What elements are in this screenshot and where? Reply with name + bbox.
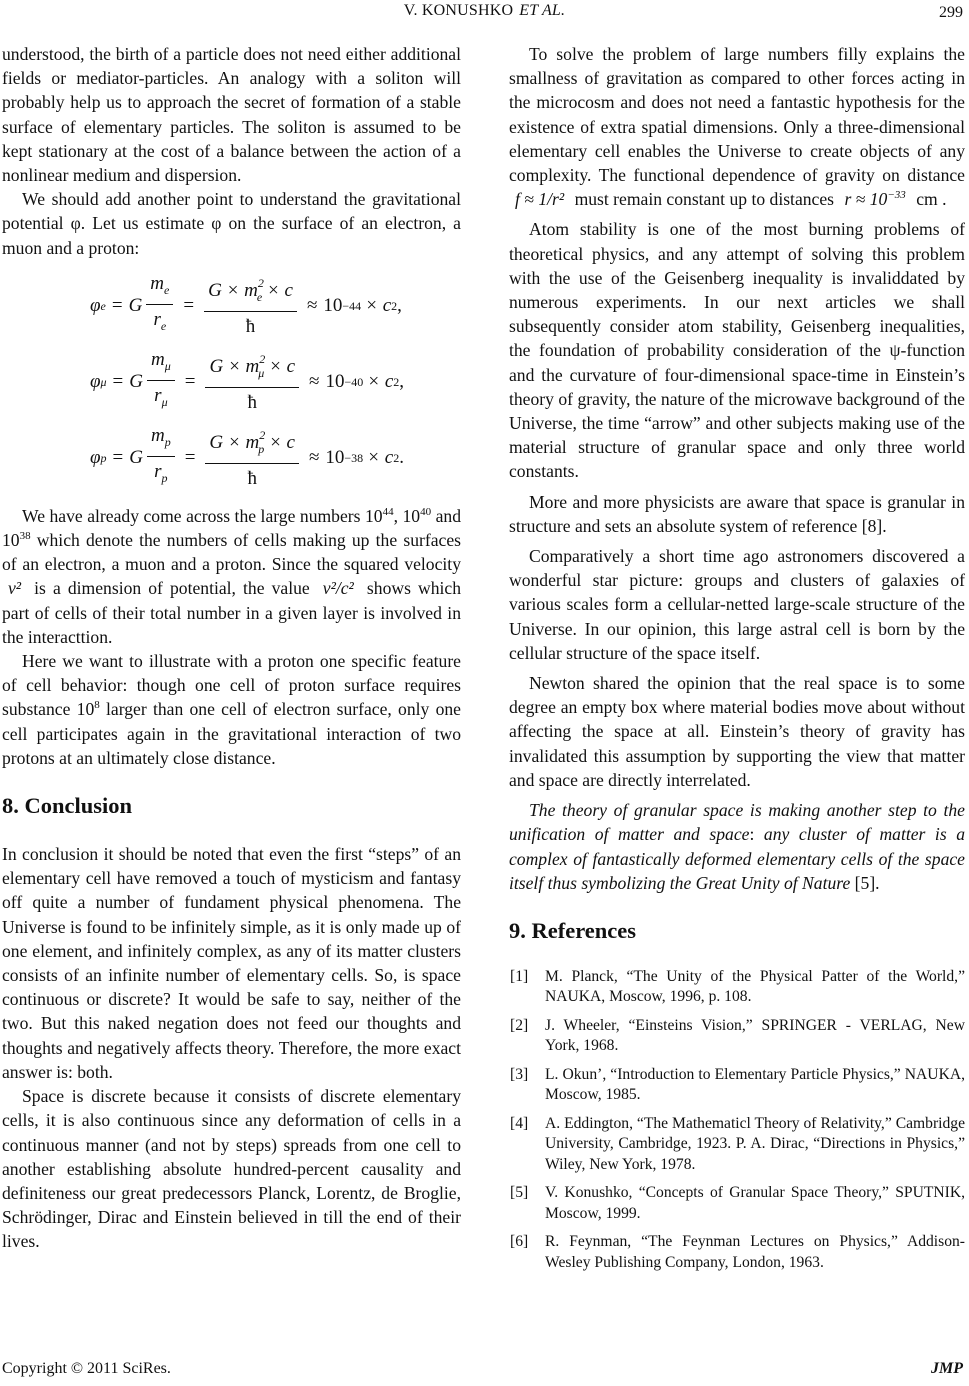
radius-symbol: r bbox=[153, 309, 161, 331]
numerator bbox=[205, 423, 299, 464]
equals-sign: = bbox=[184, 446, 196, 468]
reference-text: J. Wheeler, “Einsteins Vision,” SPRINGER - VERLAG, New York, 1968. bbox=[545, 1016, 965, 1055]
reference-number: [2] bbox=[510, 1016, 529, 1034]
reference-number: [1] bbox=[510, 967, 529, 985]
hbar-symbol: ħ bbox=[245, 316, 256, 338]
paragraph-large-numbers bbox=[2, 504, 461, 649]
phi-symbol: φ bbox=[90, 446, 101, 468]
text-run: , 10 bbox=[393, 505, 421, 526]
numerator bbox=[146, 272, 173, 305]
text-run: Here we want to illustrate with a proton one specific feature of cell behavior: though one cell of proton surface requires substance 10 bbox=[2, 651, 461, 720]
superscript: 44 bbox=[382, 505, 394, 518]
reference-item bbox=[509, 1183, 965, 1224]
text-run: shows which part of cells of their total number in a given layer is involved in the interacttion. bbox=[2, 578, 461, 647]
inline-formula: v²/c² bbox=[322, 578, 354, 599]
power-exponent: −40 bbox=[344, 374, 364, 389]
numerator-text: G × m bbox=[209, 356, 260, 378]
superscript: 38 bbox=[19, 530, 31, 543]
superscript: 40 bbox=[420, 505, 432, 518]
reference-text: L. Okun’, “Introduction to Elementary Particle Physics,” NAUKA, Moscow, 1985. bbox=[545, 1065, 965, 1104]
gravitational-constant: G bbox=[129, 370, 143, 392]
right-column bbox=[509, 40, 965, 1281]
subscript: p bbox=[161, 471, 168, 486]
running-header-authors bbox=[0, 2, 969, 20]
punctuation: , bbox=[399, 370, 405, 392]
text-run: To solve the problem of large numbers filly explains the smallness of gravitation as compared to other forces acting in the microcosm and does not need a fantastic hypothesis for the existence of extra spatial dimensions. Only a three-dimensional elementary cell enables the Universe to create objects of any complexity. The functional dependence of gravity on distance bbox=[509, 44, 965, 186]
paragraph: Comparatively a short time ago astronomers discovered a wonderful star picture: groups and clusters of galaxies of various scales form a cellular-netted large-scale structure of the Universe. In our opinion, this large astral cell is born by the cellular structure of the space itself. bbox=[509, 546, 965, 663]
approx-sign: ≈ bbox=[308, 446, 320, 468]
hbar-symbol: ħ bbox=[247, 392, 258, 414]
superscript: −33 bbox=[887, 189, 906, 202]
equals-sign: = bbox=[112, 446, 124, 468]
subscript: p bbox=[258, 442, 265, 457]
punctuation: . bbox=[399, 446, 404, 468]
subscript: p bbox=[164, 435, 171, 450]
copyright-notice: Copyright © 2011 SciRes. bbox=[2, 1360, 171, 1377]
subscript: μ bbox=[164, 359, 171, 374]
text-run: and 10 bbox=[2, 505, 461, 551]
c-term: × c bbox=[367, 370, 394, 392]
page-number: 299 bbox=[939, 4, 963, 21]
paragraph-italic-conclusion bbox=[509, 798, 965, 895]
numerator bbox=[147, 348, 175, 381]
numerator-text: G × m bbox=[208, 280, 258, 302]
reference-text: V. Konushko, “Concepts of Granular Space Theory,” SPUTNIK, Moscow, 1999. bbox=[545, 1184, 965, 1222]
running-header bbox=[0, 2, 969, 24]
c-exponent: 2 bbox=[393, 450, 400, 465]
mass-symbol: m bbox=[151, 349, 165, 371]
reference-number: [4] bbox=[510, 1114, 529, 1132]
subscript: p bbox=[100, 450, 107, 465]
text-run: larger than one cell of electron surface, only one cell participates again in the gravitational interaction of two protons at an ultimately close distance. bbox=[2, 699, 461, 768]
c-term: × c bbox=[365, 294, 392, 316]
citation-link: [5]. bbox=[850, 872, 880, 893]
text-run: : bbox=[749, 824, 764, 845]
radius-symbol: r bbox=[154, 461, 162, 483]
equation-proton bbox=[90, 422, 404, 494]
power-base: 10 bbox=[325, 446, 345, 468]
approx-sign: ≈ bbox=[309, 370, 320, 392]
gravitational-constant: G bbox=[129, 446, 143, 468]
equals-sign: = bbox=[111, 294, 123, 316]
paragraph-proton-feature bbox=[2, 649, 461, 770]
equation-block bbox=[2, 270, 461, 498]
fraction bbox=[205, 423, 299, 492]
paragraph: Atom stability is one of the most burning problems of theoretical physics, and any attempt of solving this problem with the use of the Geisenberg inequality is invaliddated by numerous experiments. In our next articles we shall subsequently consider atom stability, Geisenberg inequalities, the foundation of probability consideration of the ψ-function and the curvature of four-dimensional space-time in Einstein’s theory of gravity, the nature of the microwave background of the Universe, the time “arrow” and other subjects making use of the material structure of granular space and only three world constants. bbox=[509, 219, 965, 482]
punctuation: , bbox=[397, 294, 402, 316]
reference-text: R. Feynman, “The Feynman Lectures on Physics,” Addison-Wesley Publishing Company, London, 1963. bbox=[545, 1233, 965, 1271]
denominator bbox=[153, 305, 166, 339]
subscript: e bbox=[160, 319, 167, 334]
numerator bbox=[147, 424, 175, 457]
reference-number: [3] bbox=[510, 1065, 529, 1083]
subscript: μ bbox=[100, 374, 107, 389]
fraction bbox=[147, 348, 175, 415]
subscript: μ bbox=[161, 395, 168, 410]
equation-electron bbox=[90, 270, 402, 342]
numerator bbox=[204, 271, 297, 312]
reference-item bbox=[509, 1232, 965, 1273]
inline-formula bbox=[838, 189, 911, 209]
denominator bbox=[154, 381, 167, 415]
inline-formula: v² bbox=[8, 578, 22, 599]
exponent: 2 bbox=[259, 428, 266, 443]
text-run: cm . bbox=[916, 189, 947, 210]
subscript: e bbox=[256, 290, 263, 305]
subscript: e bbox=[164, 283, 170, 298]
power-exponent: −44 bbox=[342, 298, 362, 313]
subscript: μ bbox=[258, 366, 265, 381]
paragraph: In conclusion it should be noted that even the first “steps” of an elementary cell have removed a touch of mysticism and fantasy off quite a number of fundament physical phenomena. The Universe is found to be infinitely simple, as it is only made up of one element, and infinitely complex, as any of its matter clusters consists of an infinite number of elementary cells. So, is space continuous or discrete? It would be safe to say, neither of the two. But this naked negation does not feed our thoughts and thoughts and negatively affects theory. Therefore, the more exact answer is: both. bbox=[2, 844, 461, 1082]
section-heading-references: 9. References bbox=[509, 917, 637, 943]
reference-item bbox=[509, 1065, 965, 1106]
paragraph-large-numbers-solution bbox=[509, 42, 965, 211]
fraction bbox=[205, 347, 299, 416]
c-exponent: 2 bbox=[391, 298, 398, 313]
exponent: 2 bbox=[259, 352, 266, 367]
power-exponent: −38 bbox=[344, 450, 364, 465]
c-exponent: 2 bbox=[393, 374, 400, 389]
et-al-text: ET AL. bbox=[519, 2, 566, 19]
approx-sign: ≈ bbox=[306, 294, 318, 316]
fraction bbox=[146, 272, 173, 339]
text-run: which denote the numbers of cells making up the surfaces of an electron, a muon and a proton. Since the squared velocity bbox=[2, 530, 461, 575]
superscript: 8 bbox=[94, 699, 100, 712]
phi-symbol: φ bbox=[90, 294, 101, 316]
paragraph: We should add another point to understand the gravitational potential φ. Let us estimate φ on the surface of an electron, a muon and a proton: bbox=[2, 189, 461, 258]
numerator bbox=[205, 347, 299, 388]
authors-text: V. KONUSHKO bbox=[403, 2, 514, 19]
equals-sign: = bbox=[112, 370, 124, 392]
phi-symbol: φ bbox=[90, 370, 101, 392]
inline-formula: f ≈ 1/r² bbox=[515, 189, 565, 210]
gravitational-constant: G bbox=[128, 294, 143, 316]
section-heading-conclusion: 8. Conclusion bbox=[2, 793, 133, 819]
text-run: is a dimension of potential, the value bbox=[34, 578, 310, 599]
equation-muon bbox=[90, 346, 404, 418]
speed-of-light: × c bbox=[268, 432, 295, 454]
exponent: 2 bbox=[257, 276, 264, 291]
numerator-text: G × m bbox=[209, 432, 260, 454]
paragraph: understood, the birth of a particle does not need either additional fields or mediator-particles. An analogy with a soliton will probably help us to approach the secret of formation of a stable surface of elementary particles. The soliton is assumed to be kept stationary at the cost of a balance between the action of a nonlinear medium and dispersion. bbox=[2, 44, 461, 186]
paragraph: Space is discrete because it consists of discrete elementary cells, it is also continuous since any deformation of cells in a continuous manner (and not by steps) spreads from one cell to another establishing absolute hundred-percent causality and definiteness our great predecessors Planck, Lorentz, de Broglie, Schrödinger, Dirac and Einstein believed in till the end of their lives. bbox=[2, 1086, 461, 1252]
italic-run: any cluster of matter is a complex of fantastically deformed elementary cells of the space itself thus symbolizing the Great Unity of Nature bbox=[509, 824, 966, 893]
reference-list bbox=[509, 967, 965, 1274]
equals-sign: = bbox=[184, 370, 196, 392]
paragraph: Newton shared the opinion that the real space is to some degree an empty box where material bodies move about without affecting the space at all. Einstein’s theory of gravity has invalidated this assumption by supporting the view that matter and space are directly interrelated. bbox=[509, 673, 965, 790]
power-base: 10 bbox=[325, 370, 345, 392]
reference-number: [6] bbox=[510, 1233, 529, 1251]
reference-text: A. Eddington, “The Mathematicl Theory of Relativity,” Cambridge University, Cambridge, 1923. P. A. Dirac, “Directions in Physics,” Wiley, New York, 1978. bbox=[545, 1114, 965, 1173]
power-base: 10 bbox=[323, 294, 343, 316]
speed-of-light: × c bbox=[266, 280, 293, 302]
left-column bbox=[2, 40, 461, 1254]
mass-symbol: m bbox=[150, 425, 165, 447]
formula-text: r ≈ 10 bbox=[844, 189, 888, 210]
reference-text: M. Planck, “The Unity of the Physical Patter of the World,” NAUKA, Moscow, 1996, p. 108. bbox=[545, 967, 965, 1006]
reference-item bbox=[509, 967, 965, 1008]
hbar-symbol: ħ bbox=[247, 468, 257, 490]
italic-run: The theory of granular space is making another step to the unification of matter and space bbox=[509, 800, 965, 845]
c-term: × c bbox=[367, 446, 394, 468]
fraction bbox=[147, 424, 175, 491]
reference-item bbox=[509, 1016, 965, 1057]
text-run: must remain constant up to distances bbox=[574, 189, 835, 210]
journal-name: JMP bbox=[931, 1360, 963, 1377]
speed-of-light: × c bbox=[269, 356, 296, 378]
subscript: e bbox=[100, 298, 106, 313]
denominator bbox=[154, 457, 167, 491]
text-run: We have already come across the large numbers 10 bbox=[22, 505, 383, 526]
reference-number: [5] bbox=[510, 1184, 529, 1202]
equals-sign: = bbox=[183, 294, 195, 316]
fraction bbox=[204, 271, 297, 340]
paragraph: More and more physicists are aware that space is granular in structure and sets an absolute system of reference [8]. bbox=[509, 491, 965, 536]
mass-symbol: m bbox=[150, 273, 165, 295]
radius-symbol: r bbox=[154, 385, 162, 407]
reference-item bbox=[509, 1114, 965, 1176]
